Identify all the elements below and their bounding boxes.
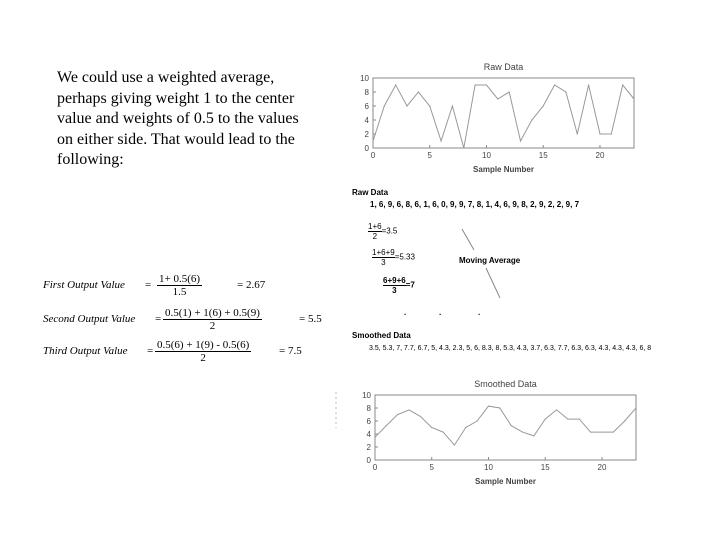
x-axis-label: Sample Number [473,165,534,174]
y-tick-label: 0 [364,144,369,153]
equation-label: Third Output Value [43,345,128,357]
equation-numerator: 1+ 0.5(6) [159,273,201,285]
data-point [601,431,602,432]
data-point [374,437,375,438]
y-tick-label: 0 [366,456,371,465]
data-point [465,427,466,428]
equation-numerator: 0.5(1) + 1(6) + 0.5(9) [165,307,260,319]
y-tick-label: 4 [364,116,369,125]
x-tick-label: 0 [372,463,378,472]
equation-label: First Output Value [43,279,125,291]
x-tick-label: 10 [484,463,493,472]
y-tick-label: 4 [366,430,371,439]
y-tick-label: 6 [364,102,369,111]
fraction-numerator: 6+9+6 [383,276,406,285]
y-tick-label: 10 [362,391,371,400]
fraction-denominator: 2 [372,232,378,241]
x-tick-label: 15 [538,151,548,160]
data-point [613,431,614,432]
fraction-denominator: 3 [392,286,397,295]
x-tick-label: 20 [595,151,605,160]
x-tick-label: 20 [597,463,607,472]
y-tick-label: 8 [364,88,369,97]
x-tick-label: 5 [429,463,434,472]
equation-result: = 5.5 [299,313,322,325]
data-point [408,409,409,410]
y-tick-label: 8 [366,404,371,413]
data-point [635,407,636,408]
x-tick-label: 0 [370,151,376,160]
data-point [397,414,398,415]
ellipsis-dot: . [404,308,407,317]
fraction-result: =5.33 [394,252,415,262]
chart-title: Smoothed Data [474,379,537,389]
fraction-numerator: 1+6+9 [372,248,395,257]
x-tick-label: 10 [482,151,491,160]
raw-data-sequence: 1, 6, 9, 6, 8, 6, 1, 6, 0, 9, 9, 7, 8, 1, 4, 6, 9, 8, 2, 9, 2, 2, 9, 7 [370,200,580,209]
series-line [375,406,636,445]
moving-average-label: Moving Average [459,256,521,265]
data-point [522,431,523,432]
data-point [590,431,591,432]
y-tick-label: 2 [364,130,369,139]
data-point [454,444,455,445]
fraction-denominator: 3 [381,258,386,267]
smoothed-data-heading: Smoothed Data [352,331,411,340]
data-point [545,418,546,419]
y-tick-label: 6 [366,417,371,426]
equation-denominator: 2 [200,352,206,364]
fraction-result: =7 [405,280,415,290]
data-point [511,425,512,426]
data-point [567,418,568,419]
data-point [624,420,625,421]
fraction-result: =3.5 [381,226,398,236]
data-point [556,409,557,410]
data-point [488,405,489,406]
smoothed-data-sequence: 3.5, 5.3, 7, 7.7, 6.7, 5, 4.3, 2.3, 5, 6, 8.3, 8, 5.3, 4.3, 3.7, 6.3, 7.7, 6.3, 6.3, 4.3, 4.3, 4.3, 6, 8 [369,345,652,352]
data-point [579,418,580,419]
y-tick-label: 2 [366,443,371,452]
equation-numerator: 0.5(6) + 1(9) - 0.5(6) [157,339,250,351]
x-axis-label: Sample Number [475,477,536,486]
ellipsis-dot: . [478,308,481,317]
fraction-numerator: 1+6 [368,222,382,231]
chart-title: Raw Data [483,62,524,72]
data-point [477,420,478,421]
y-tick-label: 10 [360,74,369,83]
ellipsis-dot: . [439,308,442,317]
data-point [442,431,443,432]
x-tick-label: 15 [540,463,550,472]
data-point [499,407,500,408]
data-point [386,425,387,426]
intro-paragraph: We could use a weighted average, perhaps giving weight 1 to the center value and weights of 0.5 to the values on either side. That would lead to the following: [57,69,299,168]
equation-denominator: 1.5 [172,286,187,298]
x-tick-label: 5 [427,151,432,160]
data-point [420,416,421,417]
plot-frame [375,395,636,460]
data-point [533,435,534,436]
equation-denominator: 2 [209,320,216,332]
raw-data-heading: Raw Data [352,188,389,197]
data-point [431,427,432,428]
equation-result: = 7.5 [279,345,302,357]
equation-label: Second Output Value [43,313,136,325]
equation-result: = 2.67 [237,279,266,291]
